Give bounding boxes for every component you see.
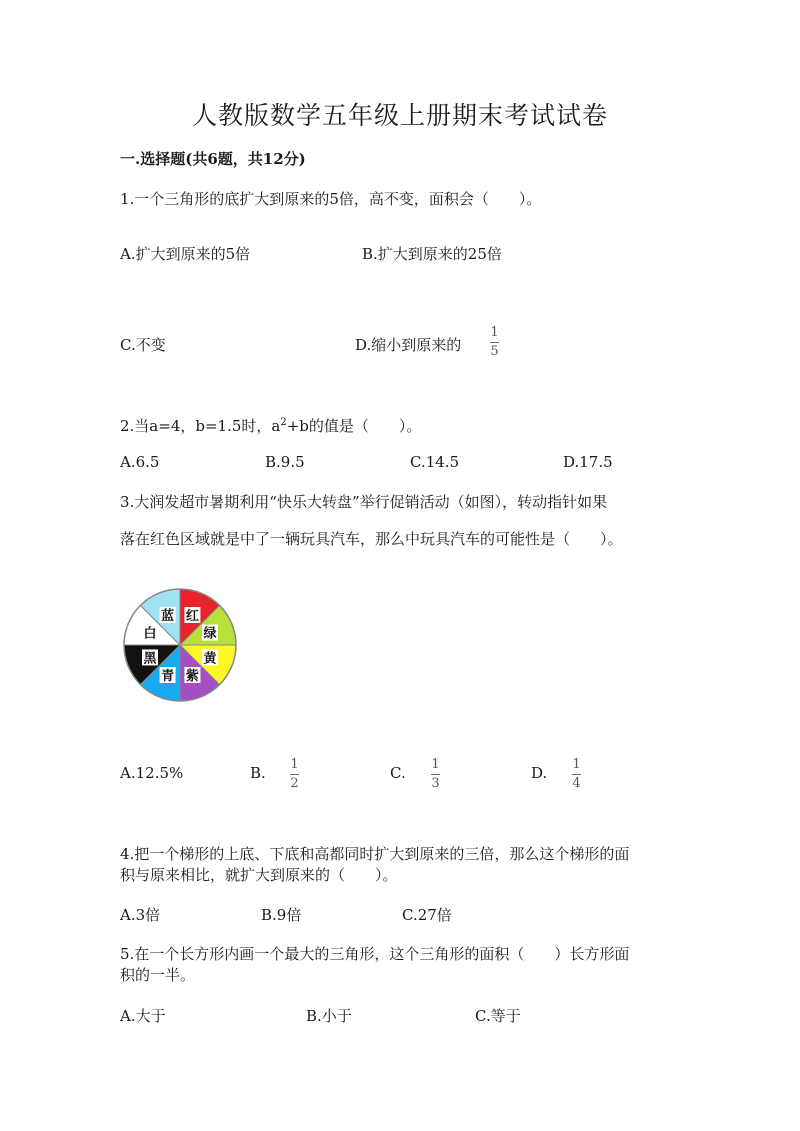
- question-5-line-1: 5.在一个长方形内画一个最大的三角形，这个三角形的面积（ ）长方形面: [120, 945, 630, 963]
- q4-option-b[interactable]: B.9倍: [261, 906, 302, 924]
- wheel-sector-label: 蓝: [161, 608, 175, 624]
- fraction-bar: [290, 774, 299, 775]
- q3-option-d[interactable]: D.: [531, 764, 548, 782]
- q1-option-a[interactable]: A.扩大到原来的5倍: [120, 245, 251, 263]
- fraction-denominator: 2: [290, 776, 299, 791]
- fraction-denominator: 3: [431, 776, 440, 791]
- q3-option-a[interactable]: A.12.5%: [120, 764, 184, 782]
- prize-wheel: [118, 586, 242, 706]
- q3-option-c-fraction: [431, 758, 440, 791]
- fraction-bar: [431, 774, 440, 775]
- fraction-numerator: 1: [431, 757, 440, 772]
- q1-option-b[interactable]: B.扩大到原来的25倍: [362, 245, 502, 263]
- q3-option-d-fraction: [572, 758, 581, 791]
- page-title: 人教版数学五年级上册期末考试试卷: [191, 101, 608, 130]
- question-3-line-1: 3.大润发超市暑期利用“快乐大转盘”举行促销活动（如图），转动指针如果: [120, 493, 608, 511]
- q2-text-suffix: +b的值是（ ）。: [286, 417, 422, 435]
- wheel-sector-label: 白: [143, 626, 157, 642]
- q4-option-c[interactable]: C.27倍: [402, 906, 452, 924]
- q2-option-b[interactable]: B.9.5: [265, 453, 305, 471]
- wheel-sector-label: 绿: [203, 626, 217, 642]
- fraction-numerator: 1: [290, 757, 299, 772]
- q5-option-a[interactable]: A.大于: [120, 1007, 166, 1025]
- question-5-line-2: 积的一半。: [120, 966, 196, 984]
- q1-option-d[interactable]: D.缩小到原来的: [355, 336, 462, 354]
- q3-option-b-fraction: [290, 758, 299, 791]
- q3-option-b[interactable]: B.: [250, 764, 266, 782]
- fraction-bar: [490, 342, 499, 343]
- wheel-sector-label: 黑: [143, 651, 157, 667]
- section-heading: 一.选择题(共6题，共12分): [120, 150, 306, 168]
- question-2-text: [120, 412, 421, 437]
- question-1-text: 1.一个三角形的底扩大到原来的5倍，高不变，面积会（ ）。: [120, 190, 542, 208]
- question-3-line-2: 落在红色区域就是中了一辆玩具汽车，那么中玩具汽车的可能性是（ ）。: [120, 530, 623, 548]
- q2-option-a[interactable]: A.6.5: [120, 453, 160, 471]
- fraction-denominator: 5: [490, 344, 499, 359]
- q3-option-c[interactable]: C.: [390, 764, 406, 782]
- question-4-line-1: 4.把一个梯形的上底、下底和高都同时扩大到原来的三倍，那么这个梯形的面: [120, 845, 630, 863]
- wheel-sector-label: 青: [161, 669, 175, 685]
- wheel-sector-label: 紫: [185, 669, 199, 685]
- fraction-numerator: 1: [490, 325, 499, 340]
- fraction-denominator: 4: [572, 776, 581, 791]
- q2-option-d[interactable]: D.17.5: [563, 453, 613, 471]
- wheel-sector-label: 红: [185, 608, 199, 624]
- fraction-bar: [572, 774, 581, 775]
- q5-option-b[interactable]: B.小于: [306, 1007, 352, 1025]
- q1-fraction: [490, 326, 499, 359]
- q1-option-c[interactable]: C.不变: [120, 336, 166, 354]
- q2-option-c[interactable]: C.14.5: [410, 453, 460, 471]
- q5-option-c[interactable]: C.等于: [475, 1007, 521, 1025]
- q2-text-prefix: 2.当a=4，b=1.5时，a: [120, 417, 281, 435]
- wheel-sector-label: 黄: [203, 651, 217, 667]
- question-4-line-2: 积与原来相比，就扩大到原来的（ ）。: [120, 866, 398, 884]
- fraction-numerator: 1: [572, 757, 581, 772]
- q4-option-a[interactable]: A.3倍: [120, 906, 161, 924]
- q2-superscript: 2: [280, 417, 287, 428]
